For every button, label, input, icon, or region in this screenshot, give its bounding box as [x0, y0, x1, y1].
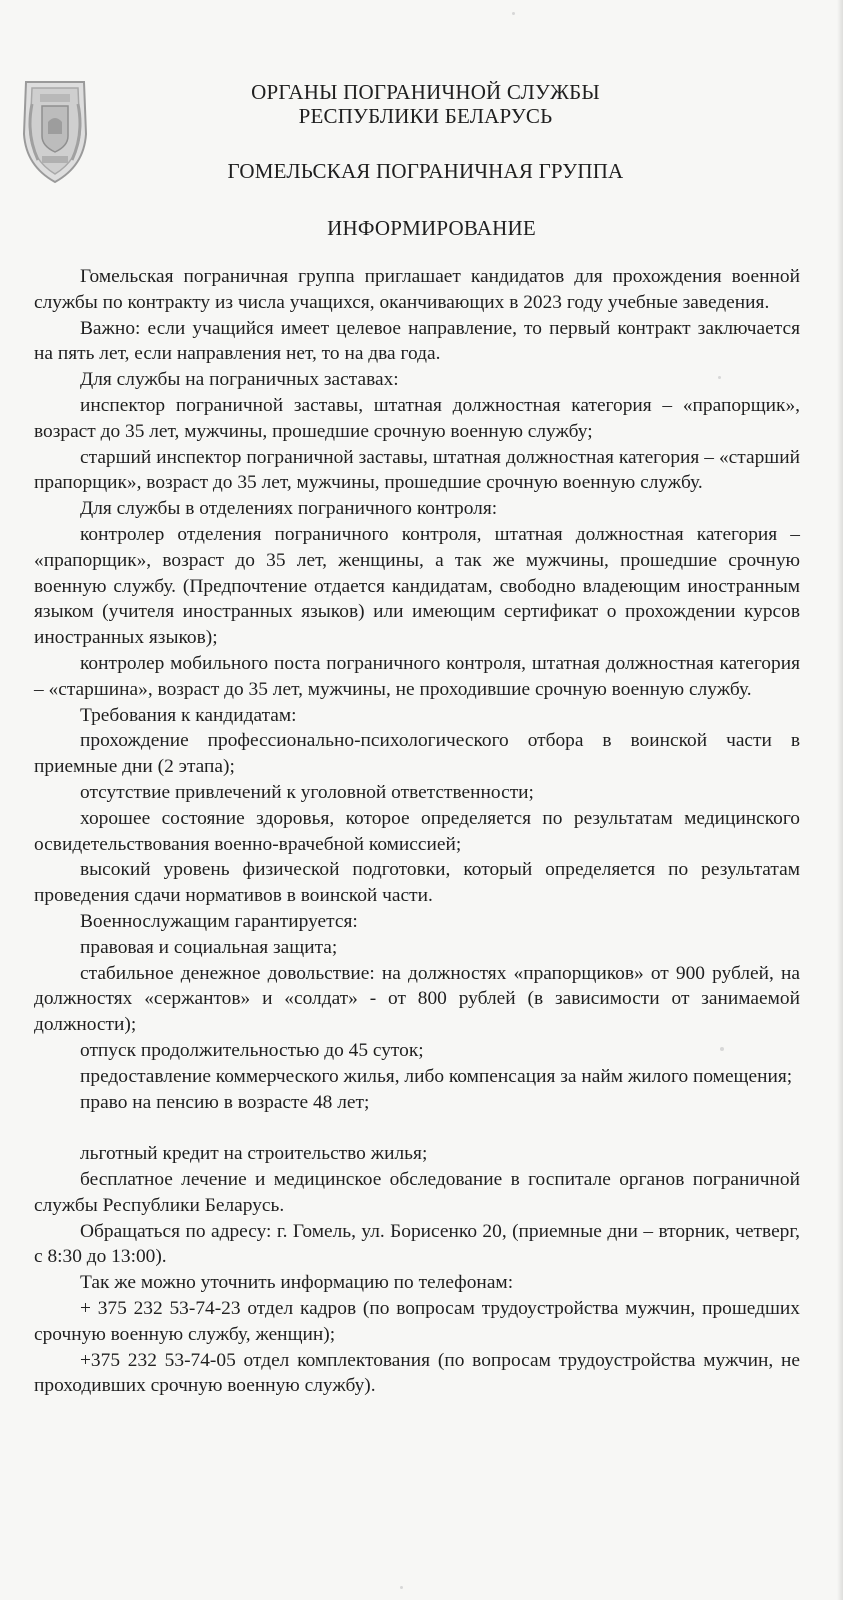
paragraph: Гомельская пограничная группа приглашает кандидатов для прохождения военной службы по контракту из числа учащихся, оканчивающих в 2023 году учебные заведения.	[34, 266, 800, 313]
document-body	[34, 264, 800, 1399]
paragraph: прохождение профессионально-психологического отбора в воинской части в приемные дни (2 этапа);	[34, 730, 800, 778]
header-line2: РЕСПУБЛИКИ БЕЛАРУСЬ	[298, 104, 553, 128]
document-title: ИНФОРМИРОВАНИЕ	[327, 216, 536, 240]
paragraph: правовая и социальная защита;	[80, 936, 338, 958]
header-group: ГОМЕЛЬСКАЯ ПОГРАНИЧНАЯ ГРУППА	[227, 159, 624, 183]
paragraph: Для службы в отделениях пограничного контроля:	[80, 498, 498, 520]
paragraph: Обращаться по адресу: г. Гомель, ул. Борисенко 20, (приемные дни – вторник, четверг, с 8:30 до 13:00).	[34, 1220, 800, 1268]
paragraph: Для службы на пограничных заставах:	[80, 369, 399, 391]
paragraph: старший инспектор пограничной заставы, штатная должностная категория – «старший прапорщик», возраст до 35 лет, мужчины, прошедшие срочную военную службу.	[34, 446, 800, 494]
paragraph: предоставление коммерческого жилья, либо компенсация за найм жилого помещения;	[80, 1065, 793, 1087]
paragraph: льготный кредит на строительство жилья;	[80, 1143, 428, 1165]
paragraph: инспектор пограничной заставы, штатная должностная категория – «прапорщик», возраст до 35 лет, мужчины, прошедшие срочную военную службу;	[34, 394, 800, 442]
paragraph: хорошее состояние здоровья, которое определяется по результатам медицинского освидетельствования военно-врачебной комиссией;	[34, 807, 800, 855]
paragraph: контролер мобильного поста пограничного контроля, штатная должностная категория – «старшина», возраст до 35 лет, мужчины, не проходившие срочную военную службу.	[34, 652, 800, 700]
paragraph: +375 232 53-74-05 отдел комплектования (по вопросам трудоустройства мужчин, не проходивших срочную военную службу).	[34, 1349, 800, 1397]
paragraph: отпуск продолжительностью до 45 суток;	[80, 1039, 424, 1061]
header-organization	[4, 80, 843, 128]
paragraph: Важно: если учащийся имеет целевое направление, то первый контракт заключается на пять лет, если направления нет, то на два года.	[34, 317, 800, 365]
paragraph: высокий уровень физической подготовки, который определяется по результатам проведения сдачи нормативов в воинской части.	[34, 859, 800, 907]
paragraph: бесплатное лечение и медицинское обследование в госпитале органов пограничной службы Республики Беларусь.	[34, 1169, 800, 1216]
scan-edge-shadow	[837, 0, 843, 1600]
paragraph: контролер отделения пограничного контроля, штатная должностная категория – «прапорщик», возраст до 35 лет, женщины, а так же мужчины, прошедшие срочную военную службу. (Предпочтение отдается кандидатам, свободно владеющим иностранным языком (учителя иностранных языков) или имеющим сертификат о прохождении курсов иностранных языков);	[34, 523, 800, 649]
paragraph: право на пенсию в возрасте 48 лет;	[80, 1091, 370, 1113]
paragraph: Требования к кандидатам:	[80, 704, 297, 726]
paragraph: стабильное денежное довольствие: на должностях «прапорщиков» от 900 рублей, на должностях «сержантов» и «солдат» - от 800 рублей (в зависимости от занимаемой должности);	[34, 962, 800, 1036]
scan-speck	[400, 1586, 403, 1589]
header-line1: ОРГАНЫ ПОГРАНИЧНОЙ СЛУЖБЫ	[251, 80, 600, 104]
paragraph: Так же можно уточнить информацию по телефонам:	[80, 1272, 514, 1294]
paragraph: отсутствие привлечений к уголовной ответственности;	[80, 781, 534, 803]
paragraph: + 375 232 53-74-23 отдел кадров (по вопросам трудоустройства мужчин, прошедших срочную военную службу, женщин);	[34, 1298, 800, 1345]
paragraph: Военнослужащим гарантируется:	[80, 910, 358, 932]
scan-speck	[512, 12, 515, 15]
